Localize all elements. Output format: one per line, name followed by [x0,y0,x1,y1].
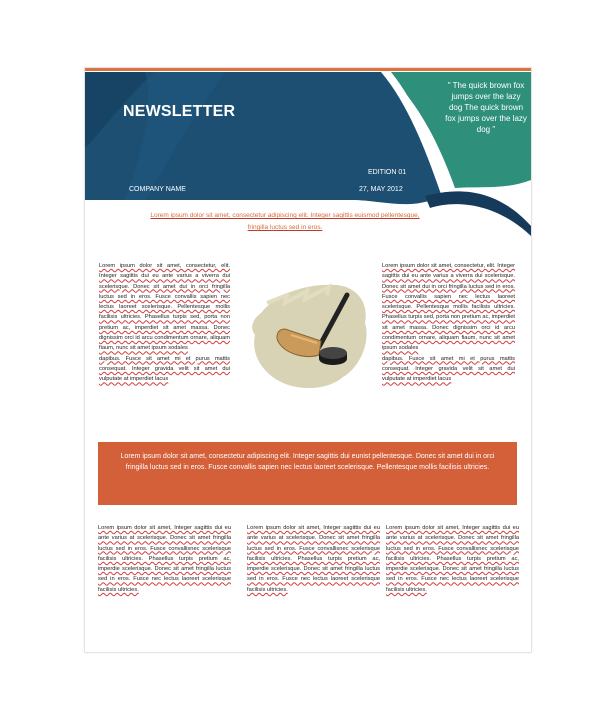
right-paragraph-1: Lorem ipsum dolor sit amet, consectetur, elit. Integer sagittis dui eu ante varius a viverra dui scelerisque. Donec sit amet dui in orci fringilla luctus sed in eros. Fusce convallis sapien nec lectus laoreet scelerisque. Pellentesque mollis facilisis ultricies. Phasellus turpis sed, porta non pretium ac, imperdiet sit amet massa. Donec dignissim orci id arcu condimentum ornare, aliquam fiaum, nunc sit amet ipsum sodales [382,263,515,352]
company-name: COMPANY NAME [129,186,186,193]
right-paragraph-2: dapibus. Fusce sit amet mi et purus mattis consequat. Integer gravida velit sit amet dui vulputate at imperdiet lacus [382,355,515,383]
bottom-column-1: Lorem ipsum dolor sit amet, Integer sagittis dui eu ante varius at scelerisque. Donec sit amet fringilla luctus sed in eros. Fusce convallisnec scelerisque facilisis ultricies. Phasellus turpis pretium ac, imperdie scelerisque. Donec sit amet fringilla luctus sed in eros. Fusce nec lectus laoreet scelerisque facilisis ultricies. [98,525,231,593]
edition-label: EDITION 01 [368,169,407,176]
bottom-column-2: Lorem ipsum dolor sit amet, Integer sagittis dui eu ante varius at scelerisque. Donec sit amet fringilla luctus sed in eros. Fusce convallisnec scelerisque facilisis ultricies. Phasellus turpis pretium ac, imperdie scelerisque. Donec sit amet fringilla luctus sed in eros. Fusce nec lectus laoreet scelerisque facilisis ultricies. [247,525,380,593]
highlight-banner [98,442,517,505]
newsletter-page [84,67,532,653]
banner-text: Lorem ipsum dolor sit amet, consectetur adipiscing elit. Integer sagittis dui eunist pellentesque. Donec sit amet dui in orci fringilla luctus sed in eros. Fusce convallis sapien nec lectus laoreet scelerisque. Pellentesque mollis facilisis ultricies. [120,453,495,471]
newsletter-title: NEWSLETTER [123,103,236,120]
pull-quote: " The quick brown fox jumps over the lazy dog The quick brown fox jumps over the lazy dog " [445,81,527,134]
header-banner [85,68,531,233]
left-paragraph-1: Lorem ipsum dolor sit amet, consectetur, elit. Integer sagittis dui eu ante varius a viverra dui scelerisque. Donec sit amet dui in orci fringilla luctus sed in eros. Fusce convallis sapien nec lectus laoreet scelerisque. Pellentesque mollis facilisis ultricies. Phasellus turpis sed, porta non pretium ac, imperdiet sit amet massa. Donec dignissim orci id arcu condimentum ornare, aliquam fiaum, nunc sit amet ipsum sodales [99,263,230,352]
issue-date: 27, MAY 2012 [359,186,403,193]
hockey-stick-puck-icon [247,273,373,399]
tagline: Lorem ipsum dolor sit amet, consectetur adipiscing elit. Integer sagittis euismod pellentesque, fringilla luctus sed in eros. [150,212,420,231]
bottom-column-3: Lorem ipsum dolor sit amet, Integer sagittis dui eu ante varius at scelerisque. Donec sit amet fringilla luctus sed in eros. Fusce convallisnec scelerisque facilisis ultricies. Phasellus turpis pretium ac, imperdie scelerisque. Donec sit amet fringilla luctus sed in eros. Fusce nec lectus laoreet scelerisque facilisis ultricies. [386,525,519,593]
left-article-column [99,261,230,385]
left-paragraph-2: dapibus. Fusce sit amet mi et purus mattis consequat. Integer gravida velit sit amet dui vulputate at imperdiet lacus [99,355,230,383]
right-article-column [382,261,515,385]
